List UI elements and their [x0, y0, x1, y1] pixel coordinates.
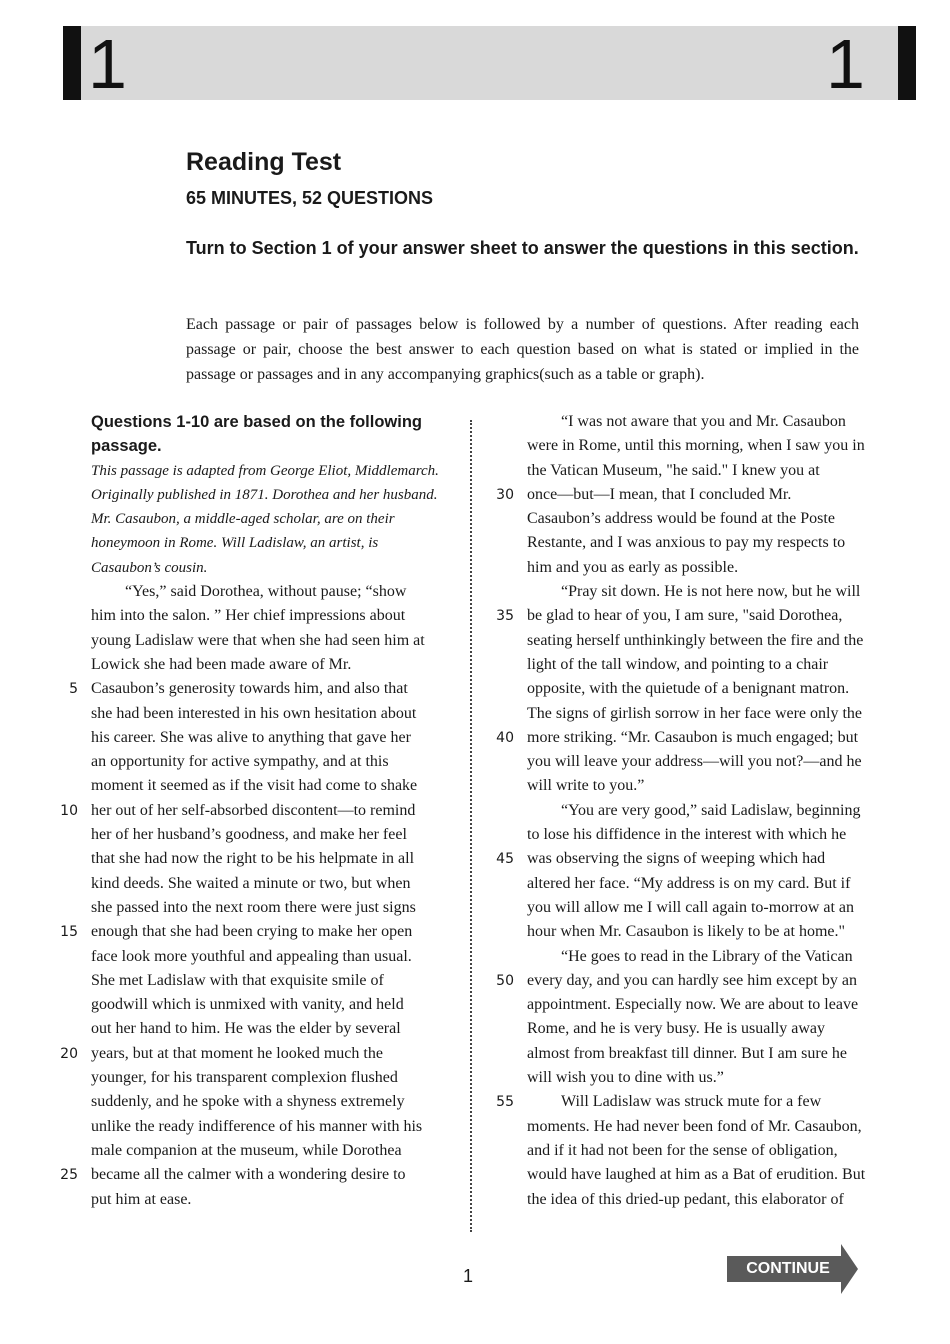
passage-line: moments. He had never been fond of Mr. Casaubon, — [527, 1117, 862, 1135]
passage-line: Casaubon’s generosity towards him, and also that — [91, 680, 408, 698]
line-number: 55 — [496, 1094, 514, 1111]
passage-line: appointment. Especially now. We are about to leave — [527, 996, 859, 1014]
passage-line: you will allow me I will call again to-morrow at an — [527, 898, 855, 916]
directions-paragraph: Each passage or pair of passages below is followed by a number of questions. After reading each passage or pair, choose the best answer to each question based on what is stated or implied in the passage or passages and in any accompanying graphics(such as a table or graph). — [186, 316, 859, 383]
passage-line: Casaubon’s address would be found at the Poste — [527, 510, 835, 528]
passage-line: will write to you.” — [527, 777, 645, 795]
passage-line: put him at ease. — [91, 1190, 192, 1208]
line-number: 50 — [496, 972, 514, 989]
line-number: 25 — [60, 1167, 78, 1184]
answer-sheet-instruction: Turn to Section 1 of your answer sheet to answer the questions in this section. — [186, 238, 859, 258]
passage-line: “You are very good,” said Ladislaw, beginning — [561, 801, 861, 819]
passage-line: Will Ladislaw was struck mute for a few — [561, 1093, 822, 1111]
passage-line: Rome, and he is very busy. He is usually away — [527, 1020, 826, 1038]
passage-line: the idea of this dried-up pedant, this elaborator of — [527, 1190, 844, 1208]
passage-line: became all the calmer with a wondering desire to — [91, 1166, 406, 1184]
line-number: 15 — [60, 924, 78, 941]
passage-line: be glad to hear of you, I am sure, "said Dorothea, — [527, 607, 843, 625]
questions-heading: Questions 1-10 are based on the following passage. — [91, 413, 422, 456]
passage-right-column — [527, 410, 887, 1212]
continue-label[interactable]: CONTINUE — [746, 1260, 830, 1277]
passage-line: Restante, and I was anxious to pay my respects to — [527, 534, 846, 552]
passage-line: she had been interested in his own hesitation about — [91, 704, 417, 722]
passage-line: him into the salon. ” Her chief impressions about — [91, 607, 406, 625]
passage-line: unlike the ready indifference of his manner with his — [91, 1117, 423, 1135]
passage-line: an opportunity for active sympathy, and at this — [91, 753, 389, 771]
passage-line: that she had now the right to be his helpmate in all — [91, 850, 415, 868]
passage-line: moment it seemed as if the visit had come to shake — [91, 777, 418, 795]
line-number: 45 — [496, 851, 514, 868]
test-title: Reading Test — [186, 148, 342, 176]
passage-line: suddenly, and he spoke with a shyness extremely — [91, 1093, 405, 1111]
passage-line: her of her husband’s goodness, and make her feel — [91, 826, 407, 844]
passage-line: “I was not aware that you and Mr. Casaubon — [561, 413, 846, 430]
header-left-marker — [63, 26, 81, 100]
passage-line: you will leave your address—will you not?—and he — [527, 753, 862, 771]
passage-line: him and you as early as possible. — [527, 558, 739, 576]
passage-line: once—but—I mean, that I concluded Mr. — [527, 485, 792, 503]
passage-line: hour when Mr. Casaubon is likely to be at home." — [527, 923, 846, 941]
passage-line: every day, and you can hardly see him except by an — [527, 971, 857, 989]
passage-line: his career. She was alive to anything that gave her — [91, 728, 411, 746]
section-number-right: 1 — [826, 25, 865, 103]
passage-line: was observing the signs of weeping which had — [527, 850, 826, 868]
header-right-marker — [898, 26, 916, 100]
passage-line: Lowick she had been made aware of Mr. — [91, 655, 352, 673]
passage-line: would have laughed at him as a Bat of erudition. But — [527, 1166, 866, 1184]
passage-line: altered her face. “My address is on my card. But if — [527, 874, 851, 892]
passage-line: seating herself unthinkingly between the fire and the — [527, 631, 864, 649]
page-number: 1 — [463, 1266, 474, 1286]
passage-line: She met Ladislaw with that exquisite smile of — [91, 971, 384, 989]
passage-line: “He goes to read in the Library of the Vatican — [561, 947, 853, 965]
passage-line: almost from breakfast till dinner. But I am sure he — [527, 1044, 847, 1062]
passage-line: opposite, with the quietude of a benignant matron. — [527, 680, 850, 698]
passage-line: she passed into the next room there were just signs — [91, 898, 416, 916]
passage-left-text — [91, 580, 447, 1212]
passage-line: light of the tall window, and pointing to a chair — [527, 655, 829, 673]
column-divider — [470, 420, 472, 1232]
passage-line: “Pray sit down. He is not here now, but he will — [561, 583, 861, 601]
passage-line: The signs of girlish sorrow in her face were only the — [527, 704, 863, 722]
passage-line: “Yes,” said Dorothea, without pause; “show — [125, 583, 407, 601]
passage-line: the Vatican Museum, "he said." I knew you at — [527, 461, 820, 479]
line-number: 40 — [496, 729, 514, 746]
passage-line: years, but at that moment he looked much the — [91, 1044, 383, 1062]
section-number-left: 1 — [88, 25, 127, 103]
line-number: 35 — [496, 608, 514, 625]
passage-left-column — [91, 410, 447, 1212]
line-number: 30 — [496, 486, 514, 503]
test-subtitle: 65 MINUTES, 52 QUESTIONS — [186, 188, 434, 208]
passage-line: were in Rome, until this morning, when I saw you in — [527, 437, 865, 455]
passage-line: her out of her self-absorbed discontent—to remind — [91, 801, 416, 819]
passage-line: more striking. “Mr. Casaubon is much engaged; but — [527, 728, 859, 746]
passage-line: and if it had not been for the sense of obligation, — [527, 1141, 838, 1159]
passage-line: kind deeds. She waited a minute or two, but when — [91, 874, 411, 892]
passage-line: young Ladislaw were that when she had seen him at — [91, 631, 425, 649]
passage-line: younger, for his transparent complexion flushed — [91, 1069, 398, 1087]
passage-line: to lose his diffidence in the interest with which he — [527, 826, 847, 844]
line-number: 20 — [60, 1045, 78, 1062]
passage-intro: This passage is adapted from George Eliot, Middlemarch. Originally published in 1871. Dorothea and her husband. Mr. Casaubon, a middle-aged scholar, are on their honeymoon in Rome. Will Ladislaw, an artist, is Casaubon’s cousin. — [91, 462, 439, 576]
passage-line: goodwill which is unmixed with vanity, and held — [91, 996, 404, 1014]
passage-line: enough that she had been crying to make her open — [91, 923, 413, 941]
passage-line: male companion at the museum, while Dorothea — [91, 1141, 402, 1159]
line-number: 5 — [69, 681, 78, 698]
line-number: 10 — [60, 802, 78, 819]
section-header-bar — [63, 26, 916, 100]
passage-line: will wish you to dine with us.” — [527, 1069, 724, 1087]
passage-line: face look more youthful and appealing than usual. — [91, 947, 412, 965]
passage-line: out her hand to him. He was the elder by several — [91, 1020, 401, 1038]
passage-right-text — [527, 410, 887, 1212]
